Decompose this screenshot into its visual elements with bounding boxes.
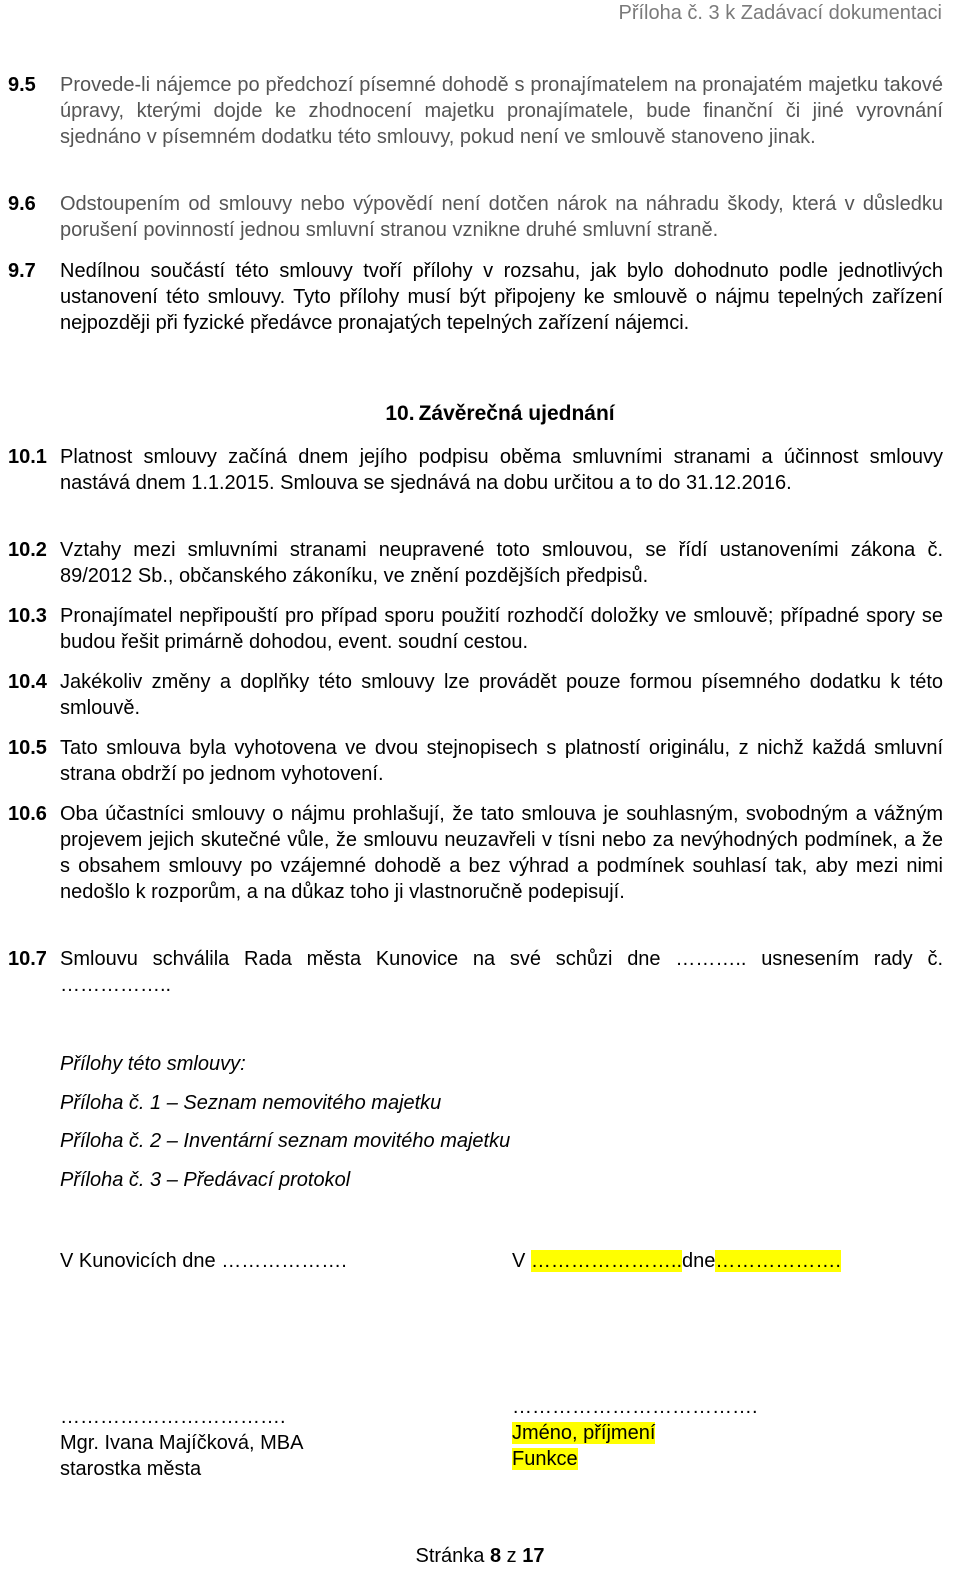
paragraph-10-4 bbox=[8, 669, 943, 721]
paragraph-number: 10.3 bbox=[8, 605, 47, 627]
paragraph-text: Pronajímatel nepřipouští pro případ sporu použití rozhodčí doložky ve smlouvě; případné spory se budou řešit primárně dohodou, event. soudní cestou. bbox=[60, 605, 943, 653]
paragraph-10-1 bbox=[8, 444, 943, 496]
right-place-fill: ………………….. bbox=[530, 1250, 683, 1272]
paragraph-number: 10.5 bbox=[8, 737, 47, 759]
paragraph-text: Vztahy mezi smluvními stranami neupravené toto smlouvou, se řídí ustanoveními zákona č. 89/2012 Sb., občanského zákoníku, ve znění pozdějších předpisů. bbox=[60, 539, 943, 587]
paragraph-number: 10.7 bbox=[8, 948, 47, 970]
right-place-date bbox=[512, 1248, 841, 1274]
paragraph-text: Nedílnou součástí této smlouvy tvoří přílohy v rozsahu, jak bylo dohodnuto podle jednotlivých ustanovení této smlouvy. Tyto přílohy musí být připojeny ke smlouvě o nájmu tepelných zařízení nejpozději při fyzické předávce pronajatých tepelných zařízení nájemci. bbox=[60, 260, 943, 334]
right-date-fill: ………………. bbox=[715, 1250, 841, 1272]
attachment-item: Příloha č. 2 – Inventární seznam movitého majetku bbox=[60, 1130, 511, 1152]
paragraph-number: 10.1 bbox=[8, 446, 47, 468]
left-signature-block bbox=[60, 1404, 303, 1482]
footer-total-pages: 17 bbox=[522, 1545, 545, 1567]
paragraph-number: 10.2 bbox=[8, 539, 47, 561]
paragraph-text: Tato smlouva byla vyhotovena ve dvou stejnopisech s platností originálu, z nichž každá smluvní strana obdrží po jednom vyhotovení. bbox=[60, 737, 943, 785]
paragraph-text: Smlouvu schválila Rada města Kunovice na své schůzi dne ……….. usnesením rady č. …………….. bbox=[60, 948, 943, 996]
paragraph-10-6 bbox=[8, 801, 943, 905]
left-place-date: V Kunovicích dne ………………. bbox=[60, 1250, 347, 1272]
paragraph-number: 10.4 bbox=[8, 671, 47, 693]
paragraph-text: Provede-li nájemce po předchozí písemné dohodě s pronajímatelem na pronajatém majetku takové úpravy, kterými dojde ke zhodnocení majetku pronajímatele, bude finanční či jiné vyrovnání sjednáno v písemném dodatku této smlouvy, pokud není ve smlouvě stanoveno jinak. bbox=[60, 74, 943, 148]
footer-page-number: 8 bbox=[489, 1545, 502, 1567]
paragraph-number: 9.5 bbox=[8, 74, 36, 96]
footer-mid: z bbox=[501, 1545, 523, 1567]
paragraph-text: Jakékoliv změny a doplňky této smlouvy lze provádět pouze formou písemného dodatku k této smlouvě. bbox=[60, 671, 943, 719]
section-heading-title: Závěrečná ujednání bbox=[418, 402, 615, 425]
paragraph-10-2 bbox=[8, 537, 943, 589]
paragraph-10-7 bbox=[8, 946, 943, 998]
paragraph-text: Platnost smlouvy začíná dnem jejího podpisu oběma smluvními stranami a účinnost smlouvy nastává dnem 1.1.2015. Smlouva se sjednává na dobu určitou a to do 31.12.2016. bbox=[60, 446, 943, 494]
footer-prefix: Stránka bbox=[415, 1545, 490, 1567]
attachments-title: Přílohy této smlouvy: bbox=[60, 1053, 246, 1075]
paragraph-10-3 bbox=[8, 603, 943, 655]
right-place-prefix: V bbox=[512, 1250, 531, 1272]
right-signature-block bbox=[512, 1394, 758, 1472]
right-signer-name: Jméno, příjmení bbox=[512, 1422, 656, 1444]
paragraph-text: Odstoupením od smlouvy nebo výpovědí není dotčen nárok na náhradu škody, která v důsledku porušení povinností jednou smluvní stranou vznikne druhé smluvní straně. bbox=[60, 193, 943, 241]
attachment-item: Příloha č. 3 – Předávací protokol bbox=[60, 1169, 351, 1191]
attachment-item: Příloha č. 1 – Seznam nemovitého majetku bbox=[60, 1092, 442, 1114]
left-signer-role: starostka města bbox=[60, 1458, 202, 1480]
left-signer-name: Mgr. Ivana Majíčková, MBA bbox=[60, 1432, 304, 1454]
paragraph-9-7 bbox=[8, 258, 943, 336]
left-signature-line: ……………………………. bbox=[60, 1406, 286, 1428]
section-heading bbox=[0, 402, 960, 426]
paragraph-9-6 bbox=[8, 191, 943, 243]
paragraph-10-5 bbox=[8, 735, 943, 787]
right-signature-line: ………………………………. bbox=[512, 1396, 758, 1418]
right-date-label: dne bbox=[682, 1250, 716, 1272]
paragraph-text: Oba účastníci smlouvy o nájmu prohlašují, že tato smlouva je souhlasným, svobodným a vážným projevem jejich skutečné vůle, že smlouvu neuzavřeli v tísni nebo za nevýhodných podmínek, a že s obsahem smlouvy po vzájemné dohodě a bez výhrad a podmínek souhlasí tak, aby mezi nimi nedošlo k rozporům, a na důkaz toho ji vlastnoručně podepisují. bbox=[60, 803, 943, 903]
paragraph-number: 10.6 bbox=[8, 803, 47, 825]
paragraph-number: 9.7 bbox=[8, 260, 36, 282]
paragraph-9-5 bbox=[8, 72, 943, 150]
right-signer-role: Funkce bbox=[512, 1448, 578, 1470]
document-header: Příloha č. 3 k Zadávací dokumentaci bbox=[618, 2, 942, 24]
page-footer bbox=[0, 1545, 960, 1568]
paragraph-number: 9.6 bbox=[8, 193, 36, 215]
section-heading-number: 10. bbox=[385, 402, 415, 425]
